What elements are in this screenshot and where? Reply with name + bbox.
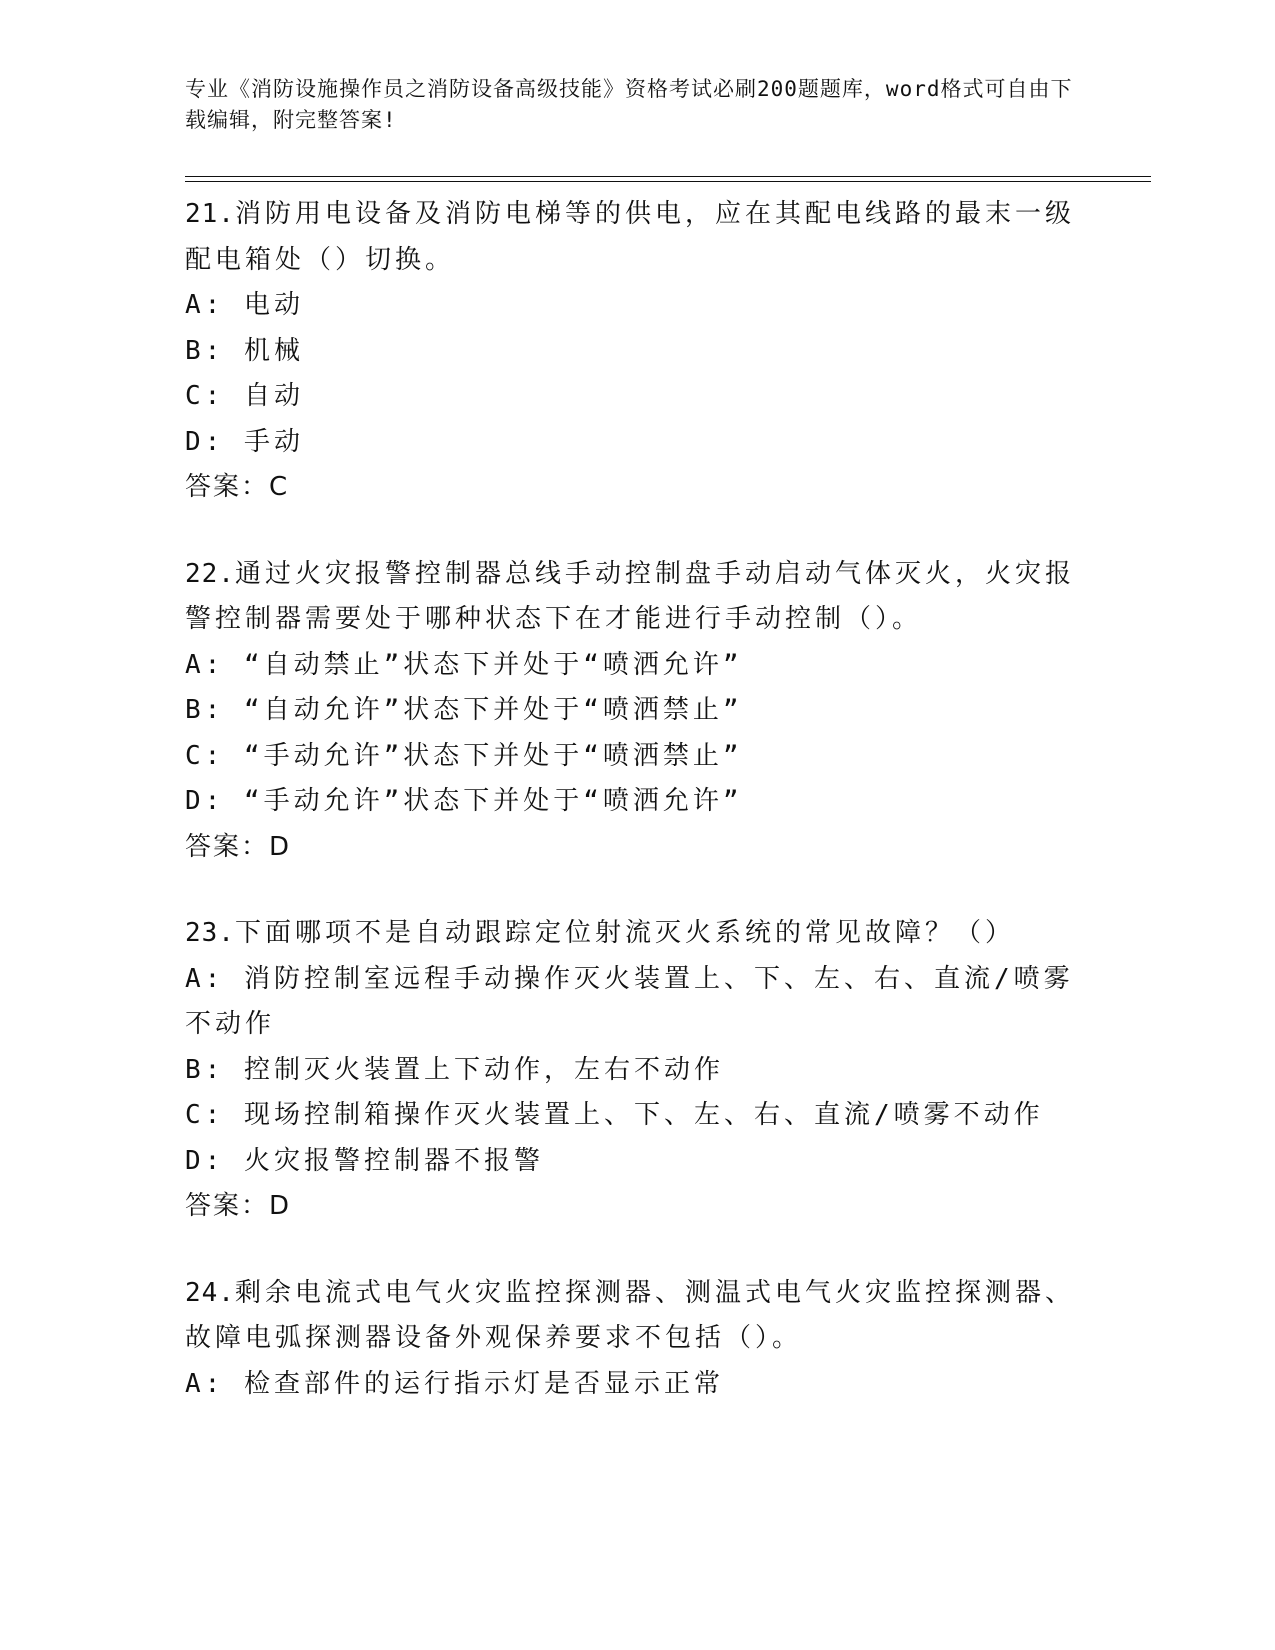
option-c <box>185 1093 1075 1139</box>
question-text: 消防用电设备及消防电梯等的供电，应在其配电线路的最末一级配电箱处（）切换。 <box>185 199 1075 275</box>
option-a <box>185 957 1075 1048</box>
answer-value: D <box>269 831 292 862</box>
question-23 <box>185 911 1075 1230</box>
option-letter: A: <box>185 290 225 320</box>
option-text: 控制灭火装置上下动作，左右不动作 <box>243 1054 724 1085</box>
option-letter: D: <box>185 1145 225 1176</box>
option-letter: C: <box>185 1100 225 1130</box>
option-letter: A: <box>185 1368 225 1399</box>
question-stem <box>185 911 1075 957</box>
option-text: 机械 <box>243 335 304 366</box>
answer-value: D <box>269 1191 292 1221</box>
option-letter: B: <box>185 335 225 366</box>
answer-value: C <box>269 472 290 502</box>
question-number: 24. <box>185 1277 235 1308</box>
option-d <box>185 779 1075 825</box>
option-letter: B: <box>185 1054 225 1085</box>
option-letter: B: <box>185 695 225 725</box>
option-b <box>185 329 1075 375</box>
question-text: 剩余电流式电气火灾监控探测器、测温式电气火灾监控探测器、故障电弧探测器设备外观保养要求不包括（）。 <box>185 1277 1075 1353</box>
option-d <box>185 420 1075 466</box>
question-list <box>185 192 1075 1448</box>
question-22 <box>185 552 1075 871</box>
option-d <box>185 1139 1075 1185</box>
option-text: 检查部件的运行指示灯是否显示正常 <box>243 1368 724 1399</box>
option-b <box>185 1048 1075 1094</box>
option-letter: D: <box>185 426 225 457</box>
question-text: 下面哪项不是自动跟踪定位射流灭火系统的常见故障？（） <box>234 918 1015 948</box>
option-letter: C: <box>185 740 225 771</box>
header-text: 专业《消防设施操作员之消防设备高级技能》资格考试必刷200题题库，word格式可自由下载编辑，附完整答案! <box>185 77 1073 132</box>
option-c <box>185 374 1075 420</box>
option-a <box>185 283 1075 329</box>
option-text: 手动 <box>243 426 304 457</box>
answer-line <box>185 1184 1075 1230</box>
option-a <box>185 1362 1075 1408</box>
question-stem <box>185 1271 1075 1362</box>
option-text: 消防控制室远程手动操作灭火装置上、下、左、右、直流/喷雾不动作 <box>185 963 1074 1039</box>
question-text: 通过火灾报警控制器总线手动控制盘手动启动气体灭火，火灾报警控制器需要处于哪种状态下在才能进行手动控制（）。 <box>185 558 1075 634</box>
option-letter: A: <box>185 649 225 680</box>
option-text: “自动禁止”状态下并处于“喷洒允许” <box>243 649 743 680</box>
answer-line <box>185 465 1075 511</box>
header-divider-top <box>185 176 1151 177</box>
option-text: “手动允许”状态下并处于“喷洒允许” <box>243 786 743 816</box>
option-a <box>185 643 1075 689</box>
option-letter: D: <box>185 786 225 816</box>
answer-label: 答案： <box>185 472 270 502</box>
answer-label: 答案： <box>185 1191 270 1221</box>
question-stem <box>185 552 1075 643</box>
option-letter: A: <box>185 963 225 994</box>
question-21 <box>185 192 1075 511</box>
question-number: 22. <box>185 558 235 589</box>
answer-label: 答案： <box>185 831 270 862</box>
answer-line <box>185 825 1075 871</box>
question-number: 21. <box>185 199 235 229</box>
question-number: 23. <box>185 918 235 948</box>
option-text: 电动 <box>243 290 304 320</box>
option-c <box>185 734 1075 780</box>
option-letter: C: <box>185 381 225 411</box>
option-text: “自动允许”状态下并处于“喷洒禁止” <box>243 695 743 725</box>
option-text: 自动 <box>243 381 304 411</box>
header-divider-bottom <box>185 181 1151 182</box>
option-text: “手动允许”状态下并处于“喷洒禁止” <box>243 740 743 771</box>
question-stem <box>185 192 1075 283</box>
option-text: 火灾报警控制器不报警 <box>243 1145 544 1176</box>
option-b <box>185 688 1075 734</box>
document-header <box>185 74 1085 136</box>
option-text: 现场控制箱操作灭火装置上、下、左、右、直流/喷雾不动作 <box>243 1100 1044 1130</box>
question-24 <box>185 1271 1075 1408</box>
